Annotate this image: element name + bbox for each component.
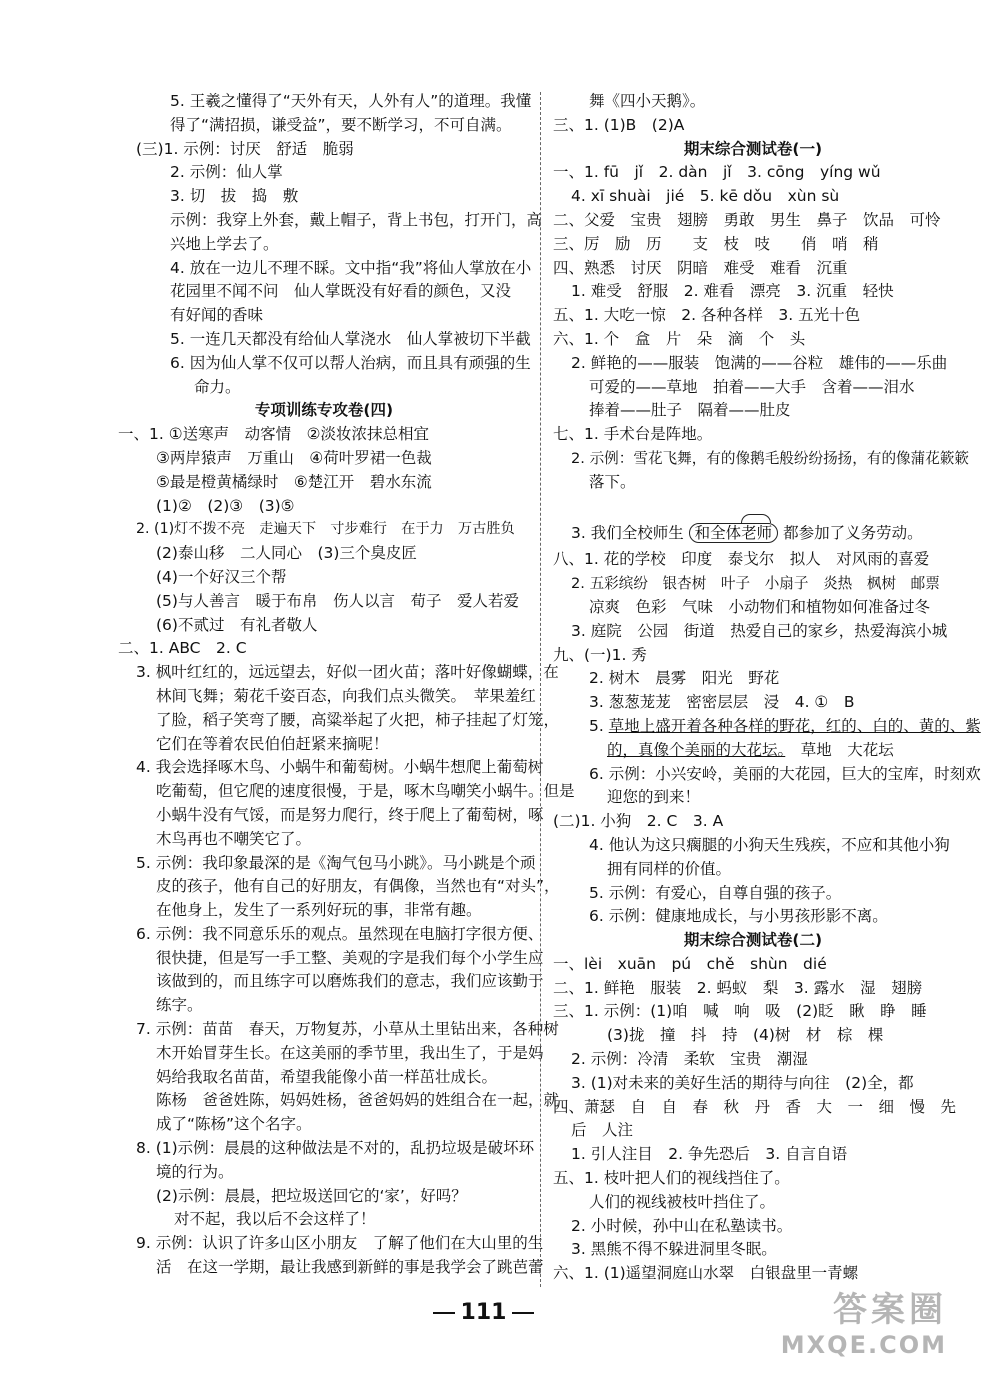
underlined-sentence: 草地上盛开着各种各样的野花，红的、白的、黄的、紫 (608, 716, 981, 735)
text-line: 四、萧瑟 自 自 春 秋 丹 香 大 一 细 慢 先 (553, 1097, 957, 1116)
text-line: 4. 放在一边儿不理不睬。文中指“我”将仙人掌放在小 (170, 258, 532, 277)
text-line: 2. 示例：冷清 柔软 宝贵 潮湿 (571, 1050, 808, 1069)
underlined-sentence: 的，真像个美丽的大花坛。 (607, 740, 786, 759)
text-line: 4. xī shuài jié 5. kē dǒu xùn sù (571, 187, 840, 206)
watermark-site: MXQE.COM (780, 1331, 947, 1359)
text-line: 3. 枫叶红红的，远远望去，好似一团火苗；落叶好像蝴蝶，在 (136, 663, 559, 682)
text-line: 六、1. (1)遥望洞庭山水翠 白银盘里一青螺 (553, 1264, 859, 1283)
text-line: ⑤最是橙黄橘绿时 ⑥楚江开 碧水东流 (156, 472, 432, 491)
text-line: (2)泰山移 二人同心 (3)三个臭皮匠 (156, 544, 417, 563)
section-heading: 期末综合测试卷(一) (683, 139, 823, 158)
text-line: 皮的孩子，他有自己的好朋友，有偶像，当然也有“对头”， (156, 877, 560, 896)
text-line: (2)示例：晨晨，把垃圾送回它的‘家’，好吗？ (156, 1186, 467, 1205)
text-line: 1. 难受 舒服 2. 难看 漂亮 3. 沉重 轻快 (571, 282, 894, 301)
text-line: 花园里不闻不问 仙人掌既没有好看的颜色，又没 (170, 282, 512, 301)
text-line: 凉爽 色彩 气味 小动物们和植物如何准备过冬 (589, 597, 931, 616)
text-line: 二、1. 鲜艳 服装 2. 蚂蚁 梨 3. 露水 湿 翅膀 (553, 978, 923, 997)
text-line: 六、1. 个 盒 片 朵 滴 个 头 (553, 329, 806, 348)
text-line (553, 739, 953, 763)
text-line: 一、1. fū jǐ 2. dàn jǐ 3. cōng yíng wǔ (553, 163, 881, 182)
text-line: 三、1. (1)B (2)A (553, 115, 685, 134)
text-line: 3. 切 拔 捣 敷 (170, 187, 299, 206)
page-number-value: 111 (460, 1300, 507, 1325)
text-line: 兴地上学去了。 (170, 234, 279, 253)
text-line: 6. 因为仙人掌不仅可以帮人治病，而且具有顽强的生 (170, 353, 531, 372)
section-heading: 期末综合测试卷(二) (683, 931, 823, 950)
sentence-end: 都参加了义务劳动。 (783, 524, 923, 543)
text-line: 一、1. ①送寒声 动客情 ②淡妆浓抹总相宜 (118, 425, 430, 444)
dash-right (512, 1312, 534, 1314)
text-line: 八、1. 花的学校 印度 泰戈尔 拟人 对风雨的喜爱 (553, 550, 930, 569)
text-line: (6)不贰过 有礼者敬人 (156, 615, 318, 634)
text-line: 2. (1)灯不拨不亮 走遍天下 寸步难行 在于力 万古胜负 (136, 521, 515, 538)
text-line: 成了“陈杨”这个名字。 (156, 1115, 312, 1134)
text-line (553, 518, 953, 548)
text-line: 4. 他认为这只瘸腿的小狗天生残疾，不应和其他小狗 (589, 835, 950, 854)
column-divider (540, 92, 541, 1287)
text-line: 2. 鲜艳的——服装 饱满的——谷粒 雄伟的——乐曲 (571, 353, 948, 372)
text-line: 三、厉 励 历 支 枝 吱 俏 哨 稍 (553, 234, 879, 253)
text-line: 5. 王羲之懂得了“天外有天，人外有人”的道理。我懂 (170, 92, 532, 110)
left-column (118, 90, 575, 1280)
text-line: (3)拢 撞 抖 持 (4)树 材 棕 棵 (607, 1026, 884, 1045)
text-line: 四、熟悉 讨厌 阴暗 难受 难看 沉重 (553, 258, 848, 277)
text-line: 6. 示例：健康地成长，与小男孩形影不离。 (589, 907, 888, 926)
section-heading: 专项训练专攻卷(四) (254, 401, 394, 420)
text-line: 迎您的到来！ (607, 788, 701, 807)
text-line: 三、1. 示例：(1)咱 喊 响 吸 (2)眨 瞅 睁 睡 (553, 1002, 927, 1021)
text-line: 舞《四小天鹅》。 (589, 92, 706, 110)
watermark-title: 答案圈 (833, 1290, 947, 1330)
text-line: 七、1. 手术台是阵地。 (553, 425, 713, 444)
text-line: 可爱的——草地 拍着——大手 含着——泪水 (589, 377, 915, 396)
text-line: 在他身上，发生了一系列好玩的事，非常有趣。 (156, 901, 482, 920)
text-line: 小蜗牛没有气馁，而是努力爬行，终于爬上了葡萄树，啄 (156, 805, 544, 824)
text-line: 2. 小时候，孙中山在私塾读书。 (571, 1216, 793, 1235)
dash-left (433, 1312, 455, 1314)
text-line: 6. 示例：我不同意乐乐的观点。虽然现在电脑打字很方便、 (136, 924, 544, 943)
text-line: 吃葡萄，但它爬的速度很慢，于是，啄木鸟嘲笑小蜗牛。但是 (156, 782, 575, 801)
text-line: 该做到的，而且练字可以磨炼我们的意志，我们应该勤于 (156, 972, 544, 991)
text-line: 8. (1)示例：晨晨的这种做法是不对的，乱扔垃圾是破坏环 (136, 1139, 535, 1158)
text-line: 对不起，我以后不会这样了！ (174, 1210, 376, 1229)
watermark-logo (781, 1282, 947, 1359)
text-line: 二、父爱 宝贵 翅膀 勇敢 男生 鼻子 饮品 可怜 (553, 210, 941, 229)
text-line: 命力。 (194, 377, 241, 396)
text-line: 后 人注 (571, 1121, 634, 1140)
text-line: 很快捷，但是写一手工整、美观的字是我们每个小学生应 (156, 948, 544, 967)
text-line: 3. 庭院 公园 街道 热爱自己的家乡，热爱海滨小城 (571, 621, 948, 640)
text-line: (5)与人善言 暖于布帛 伤人以言 荀子 爱人若爱 (156, 591, 519, 610)
text-line: 3. 黑熊不得不躲进洞里冬眠。 (571, 1240, 777, 1259)
text-line: 活 在这一学期，最让我感到新鲜的事是我学会了跳芭蕾 (156, 1258, 544, 1277)
text-line: 二、1. ABC 2. C (118, 639, 247, 658)
text-line: 2. 示例：仙人掌 (170, 163, 283, 182)
text-line: 木鸟再也不嘲笑它了。 (156, 829, 312, 848)
text-line: 6. 示例：小兴安岭，美丽的大花园，巨大的宝库，时刻欢 (589, 764, 981, 783)
text-line: 1. 引人注目 2. 争先恐后 3. 自言自语 (571, 1145, 848, 1164)
text-line: 木开始冒芽生长。在这美丽的季节里，我出生了，于是妈 (156, 1043, 544, 1062)
text-line: 示例：我穿上外套，戴上帽子，背上书包，打开门，高 (170, 210, 543, 229)
text-line: 了脸，稻子笑弯了腰，高粱举起了火把，柿子挂起了灯笼， (156, 710, 560, 729)
text-line: 2. 五彩缤纷 银杏树 叶子 小扇子 炎热 枫树 邮票 (571, 575, 940, 593)
text-line: 9. 示例：认识了许多山区小朋友 了解了他们在大山里的生 (136, 1234, 544, 1253)
text-line: 妈给我取名苗苗，希望我能像小苗一样茁壮成长。 (156, 1067, 498, 1086)
text-line: 5. 示例：有爱心，自尊自强的孩子。 (589, 883, 842, 902)
text-line: 3. 葱葱茏茏 密密层层 浸 4. ① B (589, 693, 855, 712)
text-line: 五、1. 大吃一惊 2. 各种各样 3. 五光十色 (553, 306, 861, 325)
text-line: 3. (1)对未来的美好生活的期待与向往 (2)全，都 (571, 1073, 914, 1092)
item-number: 5. (589, 716, 609, 735)
text-line (553, 715, 981, 739)
text-line: 五、1. 枝叶把人们的视线挡住了。 (553, 1169, 790, 1188)
text-line: (二)1. 小狗 2. C 3. A (553, 812, 724, 831)
text-line: 5. 示例：我印象最深的是《淘气包马小跳》。马小跳是个顽 (136, 853, 536, 872)
text-line: (1)② (2)③ (3)⑤ (156, 496, 295, 515)
text-line: (三)1. 示例：讨厌 舒适 脆弱 (136, 139, 354, 158)
sentence-start: 3. 我们全校师生 (571, 524, 684, 543)
text-line: 7. 示例：苗苗 春天，万物复苏，小草从土里钻出来，各种树 (136, 1020, 559, 1039)
text-line: 4. 我会选择啄木鸟、小蜗牛和葡萄树。小蜗牛想爬上葡萄树 (136, 758, 544, 777)
text-line: 一、lèi xuān pú chě shùn dié (553, 954, 827, 973)
text-line: 5. 一连几天都没有给仙人掌浇水 仙人掌被切下半截 (170, 329, 531, 348)
text-line: 2. 示例：雪花飞舞，有的像鹅毛般纷纷扬扬，有的像蒲花簌簌 (571, 449, 970, 467)
text-line: 拥有同样的价值。 (607, 859, 732, 878)
text-line: 林间飞舞；菊花千姿百态，向我们点头微笑。 苹果羞红 (156, 686, 536, 705)
text-line: 人们的视线被枝叶挡住了。 (589, 1192, 776, 1211)
text-line: 捧着——肚子 隔着——肚皮 (589, 401, 791, 420)
text-line: 练字。 (156, 996, 203, 1015)
text-line: 九、(一)1. 秀 (553, 645, 647, 664)
right-column (553, 90, 981, 1286)
text-line: 它们在等着农民伯伯赶紧来摘呢！ (156, 734, 389, 753)
text-line: 有好闻的香味 (170, 306, 264, 325)
text-line: ③两岸猿声 万重山 ④荷叶罗裙一色裁 (156, 448, 432, 467)
text-line: 境的行为。 (156, 1162, 234, 1181)
text-line: 落下。 (589, 472, 636, 491)
answer-text: 草地 大花坛 (785, 740, 894, 759)
text-line: 陈杨 爸爸姓陈，妈妈姓杨，爸爸妈妈的姓组合在一起，就 (156, 1091, 560, 1110)
text-line: (4)一个好汉三个帮 (156, 567, 287, 586)
text-line: 2. 树木 晨雾 阳光 野花 (589, 669, 780, 688)
text-line: 得了“满招损，谦受益”，要不断学习，不可自满。 (170, 115, 512, 134)
circled-correction: 和全体老师 (689, 523, 779, 543)
